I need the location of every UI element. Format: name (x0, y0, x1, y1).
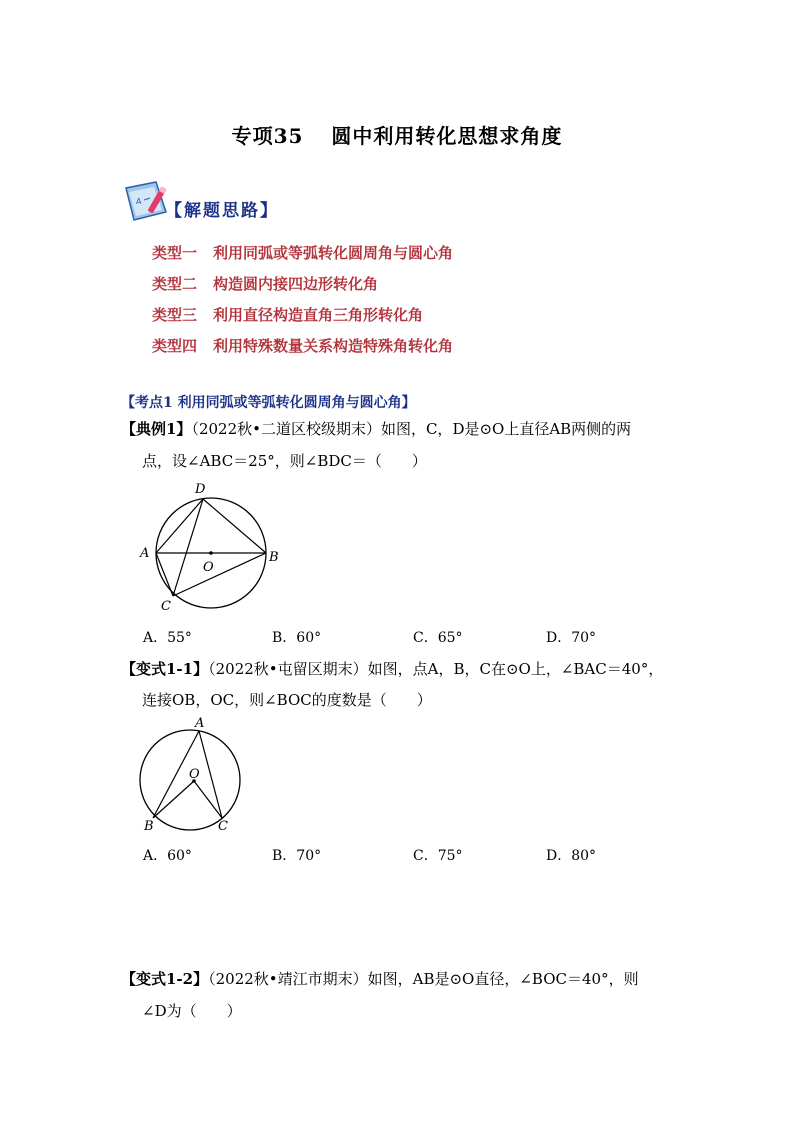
type-text: 利用特殊数量关系构造特殊角转化角 (213, 337, 454, 355)
option-d[interactable]: D．80° (546, 848, 597, 864)
variant11-line1 (121, 658, 663, 679)
option-a[interactable]: A．60° (143, 848, 192, 864)
type-item (152, 335, 453, 356)
variant11-text1: （2022秋•屯留区期末）如图，点A，B，C在⊙O上，∠BAC＝40°， (208, 660, 664, 678)
variant11-figure (130, 712, 250, 841)
option-c[interactable]: C．75° (413, 848, 463, 864)
example1-line1 (121, 418, 631, 439)
example1-text1: （2022秋•二道区校级期末）如图，C，D是⊙O上直径AB两侧的两 (191, 420, 632, 438)
figure-label: B (144, 819, 154, 834)
kaodian-heading: 【考点1 利用同弧或等弧转化圆周角与圆心角】 (121, 395, 416, 411)
example1-figure (130, 478, 290, 622)
figure-label: D (195, 482, 206, 497)
type-text: 利用直径构造直角三角形转化角 (213, 306, 424, 324)
type-label: 类型一 (152, 244, 198, 262)
type-text: 构造圆内接四边形转化角 (213, 275, 379, 293)
type-label: 类型二 (152, 275, 198, 293)
variant11-tag: 【变式1-1】 (121, 660, 209, 678)
title-part2: 圆中利用转化思想求角度 (331, 124, 563, 148)
type-label: 类型四 (152, 337, 198, 355)
type-item (152, 304, 423, 325)
variant11-line2: 连接OB，OC，则∠BOC的度数是（ ） (142, 691, 432, 709)
section-heading: 【解题思路】 (165, 201, 279, 221)
variant12-line2: ∠D为（ ） (142, 1002, 242, 1020)
type-label: 类型三 (152, 306, 198, 324)
option-b[interactable]: B．60° (272, 630, 322, 646)
option-b[interactable]: B．70° (272, 848, 322, 864)
page-title (0, 120, 794, 149)
option-d[interactable]: D．70° (546, 630, 597, 646)
option-c[interactable]: C．65° (413, 630, 463, 646)
figure-label: A (195, 716, 205, 731)
example1-line2: 点，设∠ABC＝25°，则∠BDC＝（ ） (142, 452, 427, 470)
figure-label: B (269, 550, 279, 565)
figure-label: A (140, 546, 150, 561)
type-item (152, 273, 378, 294)
title-part1: 专项35 (231, 124, 304, 148)
variant12-tag: 【变式1-2】 (121, 970, 209, 988)
figure-label: O (189, 767, 200, 782)
figure-label: C (218, 819, 228, 834)
type-text: 利用同弧或等弧转化圆周角与圆心角 (213, 244, 454, 262)
variant12-line1 (121, 968, 639, 989)
figure-label: O (203, 560, 214, 575)
type-item (152, 242, 453, 263)
svg-text:A: A (136, 197, 142, 206)
example1-tag: 【典例1】 (121, 420, 192, 438)
variant12-text1: （2022秋•靖江市期末）如图，AB是⊙O直径，∠BOC＝40°，则 (208, 970, 639, 988)
figure-label: C (161, 599, 171, 614)
option-a[interactable]: A．55° (143, 630, 192, 646)
